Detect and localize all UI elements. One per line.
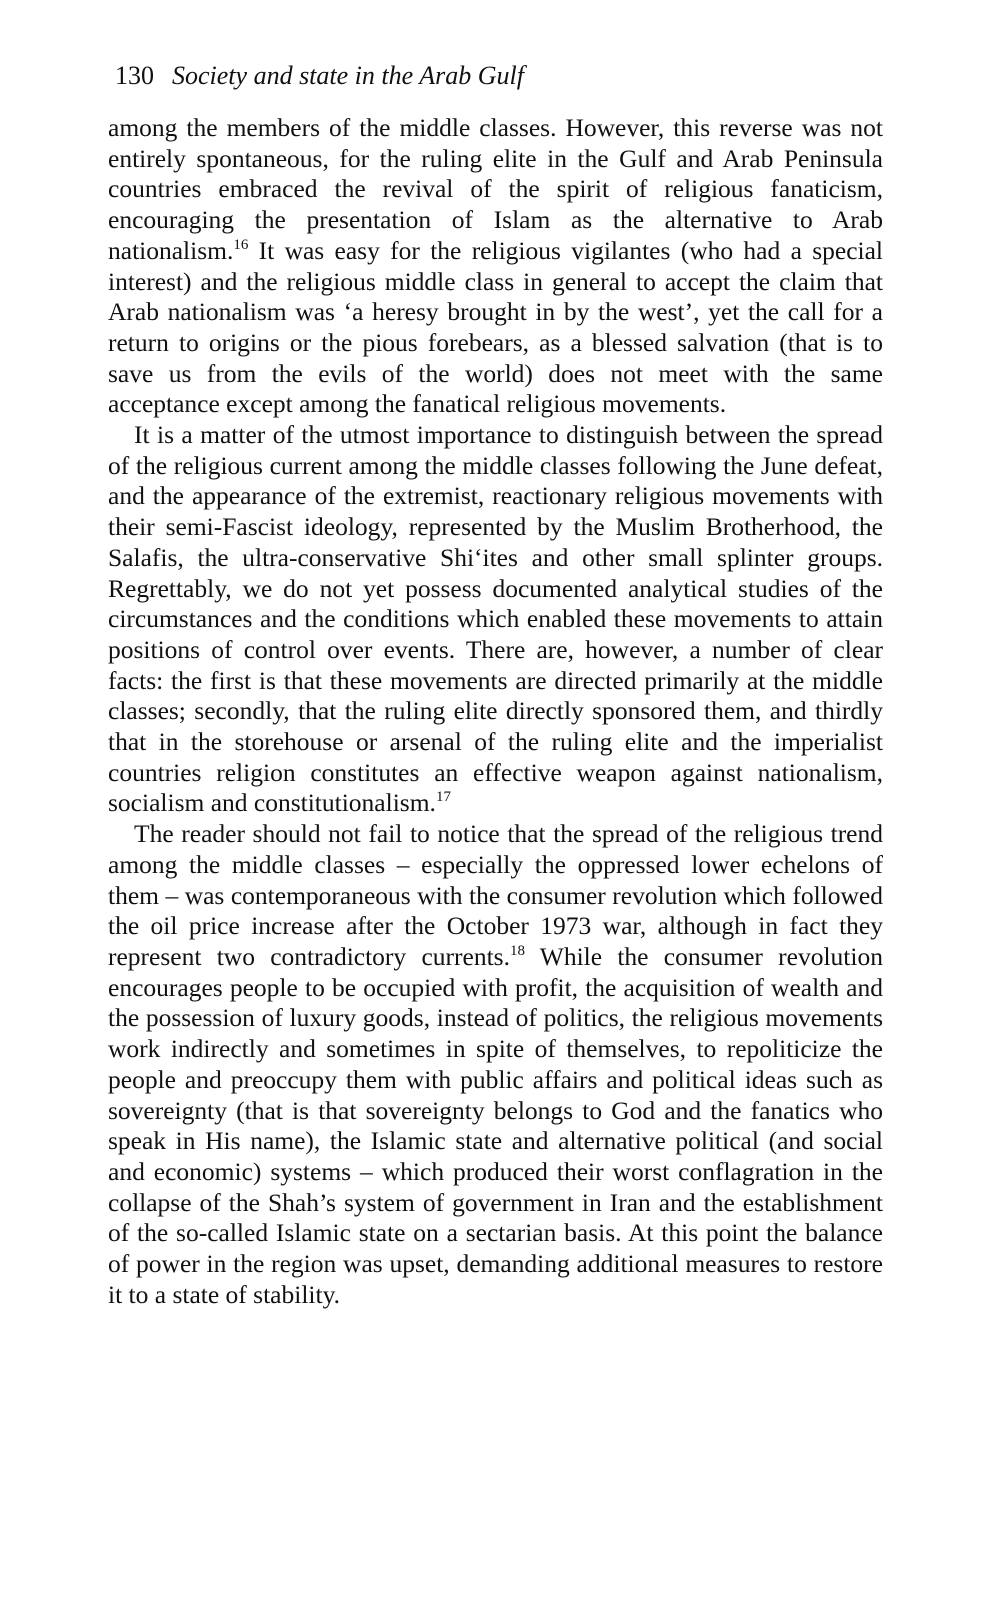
footnote-ref-17: 17 [435, 789, 451, 806]
paragraph-text: It was easy for the religious vigilantes (who had a special interest) and the religious middle class in general to accept the claim that Arab nationalism was ‘a heresy brought in by the west’, yet the call for a return to origins or the pious forebears, as a blessed salvation (that is to save us from the evils of the world) does not meet with the same acceptance except among the fanatical religious movements. [108, 235, 883, 419]
body-text [108, 113, 883, 1310]
paragraph-1 [108, 113, 883, 420]
footnote-ref-18: 18 [509, 942, 525, 959]
paragraph-text: among the members of the middle classes. However, this reverse was not entirely spontaneous, for the ruling elite in the Gulf and Arab Peninsula countries embraced the revival of the spirit of religious fanaticism, encouraging the presentation of Islam as the alternative to Arab nationalism. [108, 113, 883, 265]
footnote-ref-16: 16 [233, 236, 249, 253]
page-number: 130 [115, 61, 154, 90]
running-title: Society and state in the Arab Gulf [172, 61, 524, 90]
paragraph-3 [108, 819, 883, 1310]
running-head [115, 60, 524, 92]
paragraph-2 [108, 420, 883, 819]
paragraph-text: It is a matter of the utmost importance to distinguish between the spread of the religious current among the middle classes following the June defeat, and the appearance of the extremist, reactionary religious movements with their semi-Fascist ideology, represented by the Muslim Brotherhood, the Salafis, the ultra-conservative Shi‘ites and other small splinter groups. Regrettably, we do not yet possess documented analytical studies of the circumstances and the conditions which enabled these movements to attain positions of control over events. There are, however, a number of clear facts: the first is that these movements are directed primarily at the middle classes; secondly, that the ruling elite directly sponsored them, and thirdly that in the storehouse or arsenal of the ruling elite and the imperialist countries religion constitutes an effective weapon against nationalism, socialism and constitutionalism. [108, 420, 883, 818]
paragraph-text: The reader should not fail to notice that the spread of the religious trend among the middle classes – especially the oppressed lower echelons of them – was contemporaneous with the consumer revolution which followed the oil price increase after the October 1973 war, although in fact they represent two contradictory currents. [108, 819, 883, 971]
paragraph-text: While the consumer revolution encourages people to be occupied with profit, the acquisition of wealth and the possession of luxury goods, instead of politics, the religious movements work indirectly and sometimes in spite of themselves, to repoliticize the people and preoccupy them with public affairs and political ideas such as sovereignty (that is that sovereignty belongs to God and the fanatics who speak in His name), the Islamic state and alternative political (and social and economic) systems – which produced their worst conflagration in the collapse of the Shah’s system of government in Iran and the establishment of the so-called Islamic state on a sectarian basis. At this point the balance of power in the region was upset, demanding additional measures to restore it to a state of stability. [108, 941, 883, 1309]
